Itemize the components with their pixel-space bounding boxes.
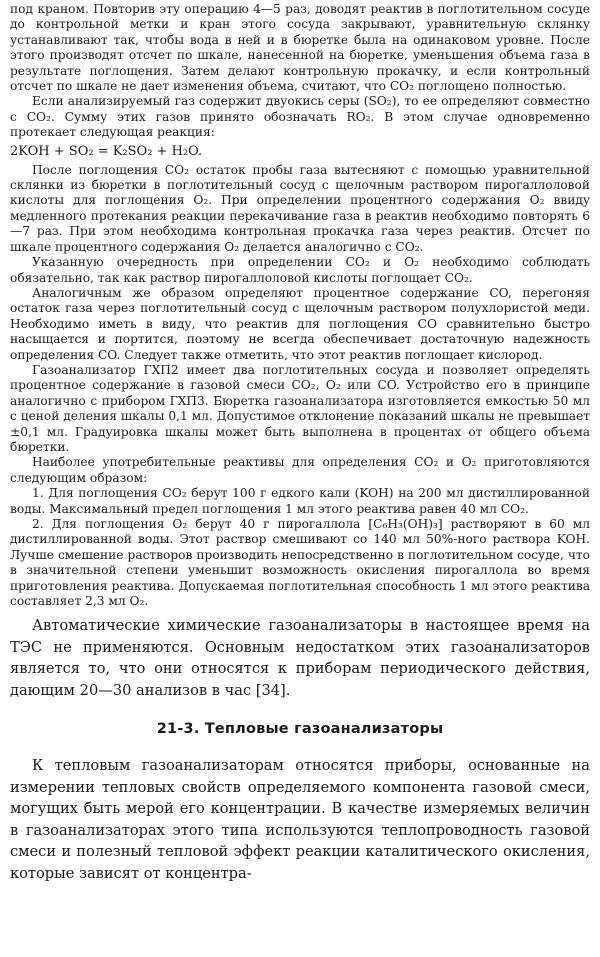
large-print-block-2 [10, 755, 590, 884]
paragraph-reagents-intro: Наиболее употребительные реактивы для определения CO₂ и O₂ приготовляются следующим образом: [10, 455, 590, 485]
list-item-reagent-2: 2. Для поглощения O₂ берут 40 г пирогаллола [C₆H₃(OH)₃] растворяют в 60 мл дистиллированной воды. Этот раствор смешивают со 140 мл 50%-ного раствора KOH. Лучше смешение растворов производить непосредственно в поглотительном сосуде, что в значительной степени уменьшит возможность окисления пирогаллола во время приготовления реактива. Допускаемая поглотительная способность 1 мл этого реактива составляет 2,3 мл O₂. [10, 517, 590, 609]
paragraph-automatic-analyzers: Автоматические химические газоанализаторы в настоящее время на ТЭС не применяются. Основным недостатком этих газоанализаторов является то, что они относятся к приборам периодического действия, дающим 20—30 анализов в час [34]. [10, 617, 590, 699]
reaction-formula: 2KOH + SO₂ = K₂SO₂ + H₂O. [10, 143, 203, 159]
large-print-block [10, 615, 590, 701]
paragraph-order-note: Указанную очередность при определении CO₂ и O₂ необходимо соблюдать обязательно, так как раствор пирогаллоловой кислоты поглощает CO₂. [10, 255, 590, 285]
paragraph-co2-absorption: под краном. Повторив эту операцию 4—5 раз, доводят реактив в поглотительном сосуде до контрольной метки и кран этого сосуда закрывают, уравнительную склянку устанавливают так, чтобы вода в ней и в бюретке была на одинаковом уровне. После этого производят отсчет по шкале, нанесенной на бюретке, уменьшения объема газа в результате поглощения. Затем делают контрольную прокачку, и если контрольный отсчет по шкале не дает изменения объема, считают, что CO₂ поглощено полностью. [10, 2, 590, 94]
paragraph-thermal-analyzers: К тепловым газоанализаторам относятся приборы, основанные на измерении тепловых свойств определяемого компонента газовой смеси, могущих быть мерой его концентрации. В качестве измеряемых величин в газоанализаторах этого типа используются теплопроводность газовой смеси и полезный тепловой эффект реакции каталитического окисления, которые зависят от концентра- [10, 757, 590, 882]
list-item-reagent-1: 1. Для поглощения CO₂ берут 100 г едкого кали (KOH) на 200 мл дистиллированной воды. Максимальный предел поглощения 1 мл этого реактива равен 40 мл CO₂. [10, 486, 590, 516]
small-print-block [10, 2, 590, 609]
paragraph-ghp2-device: Газоанализатор ГХП2 имеет два поглотительных сосуда и позволяет определять процентное содержание в газовой смеси CO₂, O₂ или CO. Устройство его в принципе аналогично с прибором ГХП3. Бюретка газоанализатора изготовляется емкостью 50 мл с ценой деления шкалы 0,1 мл. Допустимое отклонение показаний шкалы не превышает ±0,1 мл. Градуировка шкалы может быть выполнена в процентах от общего объема бюретки. [10, 362, 590, 454]
section-heading: 21-3. Тепловые газоанализаторы [156, 721, 444, 738]
paragraph-o2-absorption: После поглощения CO₂ остаток пробы газа вытесняют с помощью уравнительной склянки из бюретки в поглотительный сосуд с щелочным раствором пирогаллоловой кислоты для поглощения O₂. При определении процентного содержания O₂ ввиду медленного протекания реакции перекачивание газа в реактив необходимо повторять 6—7 раз. При этом необходима контрольная прокачка газа через реактив. Отсчет по шкале процентного содержания O₂ делается аналогично с CO₂. [10, 162, 590, 254]
paragraph-so2-note: Если анализируемый газ содержит двуокись серы (SO₂), то ее определяют совместно с CO₂. Сумму этих газов принято обозначать RO₂. В этом случае одновременно протекает следующая реакция: [10, 94, 590, 140]
paragraph-co-determination: Аналогичным же образом определяют процентное содержание CO, перегоняя остаток газа через поглотительный сосуд с щелочным раствором полухлористой меди. Необходимо иметь в виду, что реактив для поглощения CO сравнительно быстро насыщается и портится, поэтому не всегда обеспечивает достаточную надежность определения CO. Следует также отметить, что этот реактив поглощает кислород. [10, 285, 590, 362]
